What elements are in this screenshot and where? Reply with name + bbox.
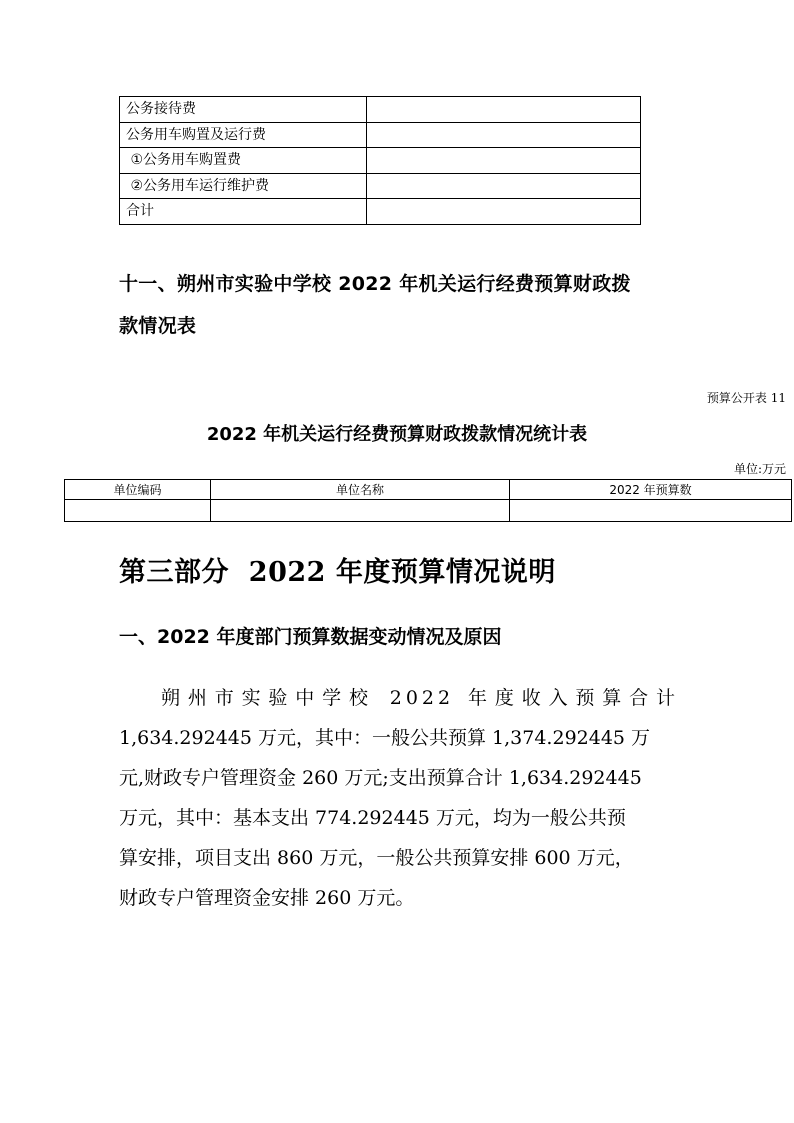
paragraph-line: 万元，其中：基本支出 774.292445 万元，均为一般公共预: [119, 807, 626, 829]
paragraph-line: 朔州市实验中学校 2022 年度收入预算合计: [161, 687, 679, 709]
table-tag: 预算公开表 11: [706, 391, 786, 405]
table-row: [120, 122, 641, 148]
table-row: [120, 173, 641, 199]
part-title: 第三部分 2022 年度预算情况说明: [119, 557, 556, 588]
expense-table: [119, 96, 641, 225]
row-label: ①公务用车购置费: [120, 148, 367, 174]
body-paragraph: [119, 678, 679, 918]
row-label: 公务接待费: [120, 97, 367, 123]
row-label: 合计: [120, 199, 367, 225]
paragraph-line: 元,财政专户管理资金 260 万元;支出预算合计 1,634.292445: [119, 767, 642, 789]
row-value: [367, 97, 641, 123]
table-cell: [211, 500, 510, 522]
table-cell: [65, 500, 211, 522]
paragraph-line: 财政专户管理资金安排 260 万元。: [119, 887, 415, 909]
unit-label: 单位:万元: [733, 462, 786, 476]
subsection-title: 一、2022 年度部门预算数据变动情况及原因: [119, 626, 502, 648]
table-row: [120, 199, 641, 225]
section-title-line2: 款情况表: [119, 315, 197, 337]
budget-table: [64, 479, 792, 522]
row-value: [367, 148, 641, 174]
paragraph-line: 算安排，项目支出 860 万元，一般公共预算安排 600 万元，: [119, 847, 634, 869]
row-label: 公务用车购置及运行费: [120, 122, 367, 148]
section-title-line1: 十一、朔州市实验中学校 2022 年机关运行经费预算财政拨: [119, 273, 631, 295]
row-value: [367, 173, 641, 199]
row-value: [367, 199, 641, 225]
row-value: [367, 122, 641, 148]
row-label: ②公务用车运行维护费: [120, 173, 367, 199]
table-row: [65, 500, 792, 522]
column-header: 单位名称: [211, 480, 510, 500]
column-header: 2022 年预算数: [510, 480, 792, 500]
table-row: [120, 148, 641, 174]
column-header: 单位编码: [65, 480, 211, 500]
paragraph-line: 1,634.292445 万元，其中：一般公共预算 1,374.292445 万: [119, 727, 651, 749]
table-header-row: [65, 480, 792, 500]
table-row: [120, 97, 641, 123]
table-cell: [510, 500, 792, 522]
table-title: 2022 年机关运行经费预算财政拨款情况统计表: [206, 424, 588, 445]
